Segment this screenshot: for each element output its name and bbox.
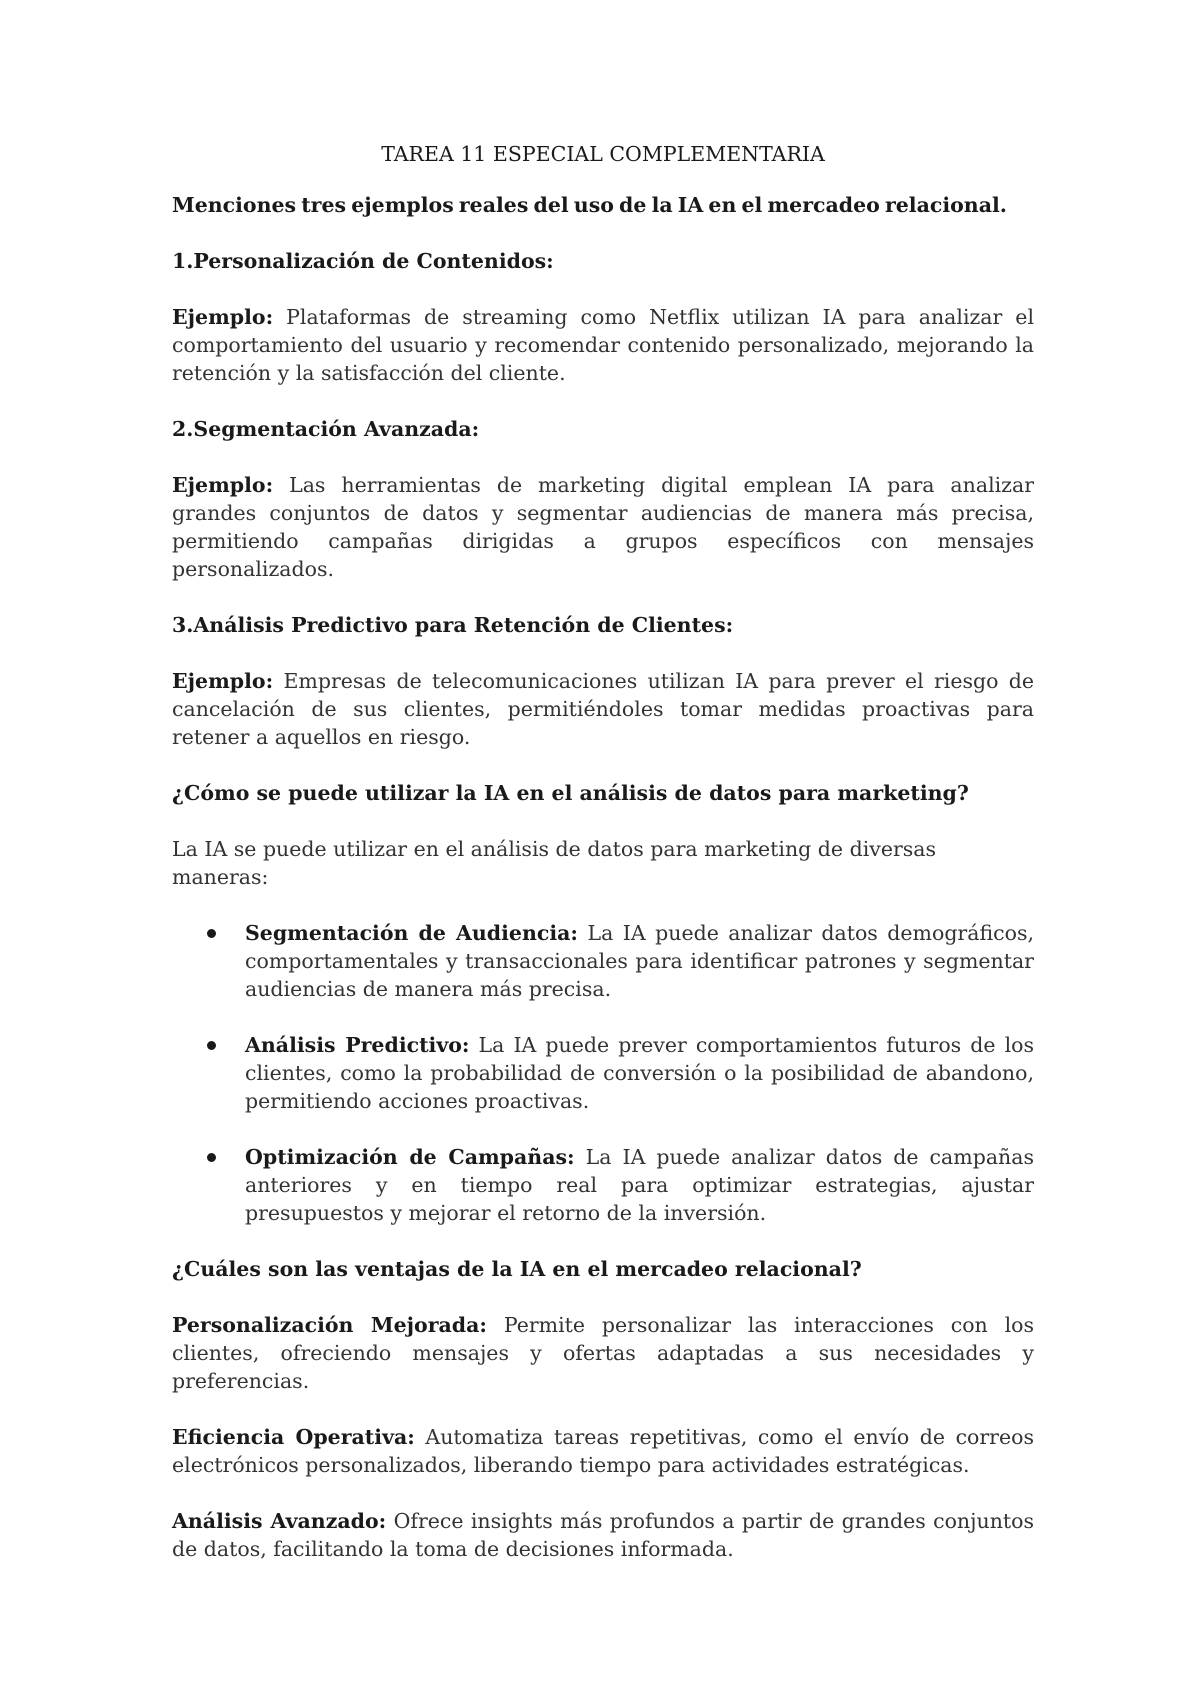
bullet-1-text: La IA puede analizar datos demográficos, comportamentales y transaccionales para identificar patrones y segmentar audiencias de manera más precisa.: [245, 921, 1034, 1001]
advantage-2-label: Eficiencia Operativa:: [172, 1425, 415, 1449]
bullet-3-text: La IA puede analizar datos de campañas anteriores y en tiempo real para optimizar estrategias, ajustar presupuestos y mejorar el retorno de la inversión.: [245, 1145, 1034, 1225]
question-3: ¿Cuáles son las ventajas de la IA en el mercadeo relacional?: [172, 1257, 862, 1281]
list-item: [245, 919, 1034, 1003]
bullet-icon: [207, 1153, 216, 1162]
list-item: [245, 1143, 1034, 1227]
bullet-2-text: La IA puede prever comportamientos futuros de los clientes, como la probabilidad de conversión o la posibilidad de abandono, permitiendo acciones proactivas.: [245, 1033, 1034, 1113]
bullet-1-label: Segmentación de Audiencia:: [245, 921, 578, 945]
example-3-paragraph: [172, 667, 1034, 751]
advantage-3-paragraph: [172, 1507, 1034, 1563]
example-2-heading: 2.Segmentación Avanzada:: [172, 417, 480, 441]
advantage-2-paragraph: [172, 1423, 1034, 1479]
example-2-paragraph: [172, 471, 1034, 583]
advantage-1-paragraph: [172, 1311, 1034, 1395]
document-title: TAREA 11 ESPECIAL COMPLEMENTARIA: [381, 142, 825, 166]
example-2-text: Las herramientas de marketing digital emplean IA para analizar grandes conjuntos de datos y segmentar audiencias de manera más precisa, permitiendo campañas dirigidas a grupos específicos con mensajes personalizados.: [172, 473, 1034, 581]
example-3-heading: 3.Análisis Predictivo para Retención de Clientes:: [172, 613, 734, 637]
question-2: ¿Cómo se puede utilizar la IA en el análisis de datos para marketing?: [172, 781, 969, 805]
advantage-3-text: Ofrece insights más profundos a partir de grandes conjuntos de datos, facilitando la toma de decisiones informada.: [172, 1509, 1034, 1561]
question-2-intro: La IA se puede utilizar en el análisis de datos para marketing de diversas maneras:: [172, 837, 937, 889]
advantage-3-label: Análisis Avanzado:: [172, 1509, 387, 1533]
example-2-label: Ejemplo:: [172, 473, 274, 497]
advantage-1-text: Permite personalizar las interacciones con los clientes, ofreciendo mensajes y ofertas adaptadas a sus necesidades y preferencias.: [172, 1313, 1035, 1393]
example-3-label: Ejemplo:: [172, 669, 274, 693]
list-item: [245, 1031, 1034, 1115]
bullet-list: [172, 919, 1034, 1227]
question-1: Menciones tres ejemplos reales del uso de la IA en el mercadeo relacional.: [172, 193, 1007, 217]
advantage-1-label: Personalización Mejorada:: [172, 1313, 487, 1337]
bullet-icon: [207, 1041, 216, 1050]
example-3-text: Empresas de telecomunicaciones utilizan IA para prever el riesgo de cancelación de sus clientes, permitiéndoles tomar medidas proactivas para retener a aquellos en riesgo.: [172, 669, 1034, 749]
document-page: [172, 140, 1034, 1591]
example-1-paragraph: [172, 303, 1034, 387]
example-1-heading: 1.Personalización de Contenidos:: [172, 249, 554, 273]
bullet-3-label: Optimización de Campañas:: [245, 1145, 575, 1169]
example-1-label: Ejemplo:: [172, 305, 274, 329]
bullet-2-label: Análisis Predictivo:: [245, 1033, 470, 1057]
bullet-icon: [207, 929, 216, 938]
advantage-2-text: Automatiza tareas repetitivas, como el envío de correos electrónicos personalizados, liberando tiempo para actividades estratégicas.: [172, 1425, 1034, 1477]
example-1-text: Plataformas de streaming como Netflix utilizan IA para analizar el comportamiento del usuario y recomendar contenido personalizado, mejorando la retención y la satisfacción del cliente.: [172, 305, 1034, 385]
